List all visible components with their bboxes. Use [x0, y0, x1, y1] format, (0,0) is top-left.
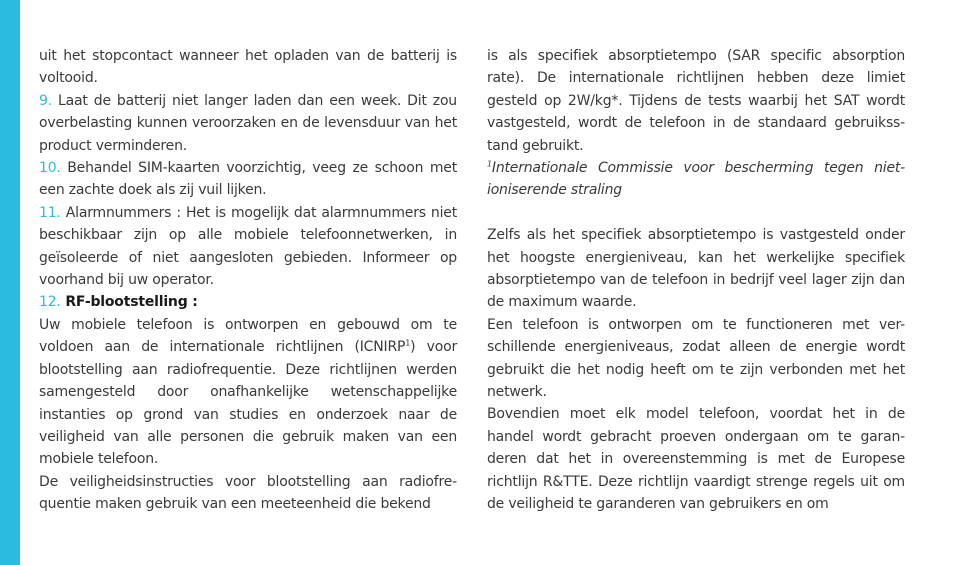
- moreover-paragraph: Bovendien moet elk model telefoon, voordat het in de handel wordt gebracht proeven ondergaan om te garan-deren dat het in overeenstemming is met de Europese richtlijn R&TTE. Deze richtlijn vaardigt strenge regels uit om de veiligheid te garanderen van gebruikers en om: [487, 406, 905, 513]
- right-column: [487, 45, 905, 516]
- left-column: [39, 45, 457, 516]
- item-number: 11.: [39, 204, 61, 221]
- even-paragraph: Zelfs als het specifiek absorptietempo is vastgesteld onder het hoogste energieniveau, kan het werkelijke specifiek absorptietempo van de telefoon in bedrijf veel lager zijn dan de maximum waarde.: [487, 227, 905, 311]
- item-12-heading: [39, 291, 457, 313]
- sar-paragraph: is als specifiek absorptietempo (SAR specific absorption rate). De internationale richtlijnen hebben deze limiet gesteld op 2W/kg*. Tijdens de tests waarbij het SAT wordt vastgesteld, wordt de telefoon in de standaard gebruikss-tand gebruikt.: [487, 48, 905, 154]
- footnote-marker: 1: [405, 338, 411, 348]
- item-text: Laat de batterij niet langer laden dan een week. Dit zou overbelasting kunnen veroorzaken en de levensduur van het product verminderen.: [39, 92, 457, 154]
- footnote-number: 1: [487, 159, 492, 169]
- item-number: 10.: [39, 160, 61, 177]
- item-text: Behandel SIM-kaarten voorzichtig, veeg ze schoon met een zachte doek als zij vuil lijken.: [39, 160, 457, 199]
- accent-sidebar-bar: [0, 0, 20, 565]
- safety-paragraph: De veiligheidsinstructies voor blootstelling aan radiofre-quentie maken gebruik van een meeteenheid die bekend: [39, 473, 457, 513]
- rf-paragraph: Uw mobiele telefoon is ontworpen en gebouwd om te voldoen aan de internationale richtlijnen (ICNIRP$^1$) voor blootstelling aan radiofrequentie. Deze richtlijnen werden samengesteld door onafhankelijke wetenschappelijke instanties op grond van studies en onderzoek naar de veiligheid van alle personen die gebruik maken van een mobiele telefoon.: [39, 316, 458, 468]
- footnote-text: Internationale Commissie voor bescherming tegen niet-ioniserende straling: [487, 160, 905, 199]
- item-text: Alarmnummers : Het is mogelijk dat alarmnummers niet beschikbaar zijn op alle mobiele telefoonnetwerken, in geïsoleerde of niet aangesloten gebieden. Informeer op voorhand bij uw operator.: [39, 204, 457, 289]
- footnote: [487, 157, 905, 202]
- item-number: 12.: [39, 294, 61, 311]
- section-heading: RF-blootstelling :: [60, 294, 198, 311]
- design-paragraph: Een telefoon is ontworpen om te functioneren met ver-schillende energieniveaus, zodat alleen de energie wordt gebruikt die het nodig heeft om te zijn verbonden met het netwerk.: [487, 316, 905, 401]
- intro-paragraph: uit het stopcontact wanneer het opladen van de batterij is voltooid.: [39, 48, 457, 87]
- item-number: 9.: [39, 92, 52, 109]
- item-11: [39, 202, 457, 292]
- paragraph-spacer: [487, 202, 905, 224]
- item-9: [39, 90, 457, 157]
- item-10: [39, 157, 457, 202]
